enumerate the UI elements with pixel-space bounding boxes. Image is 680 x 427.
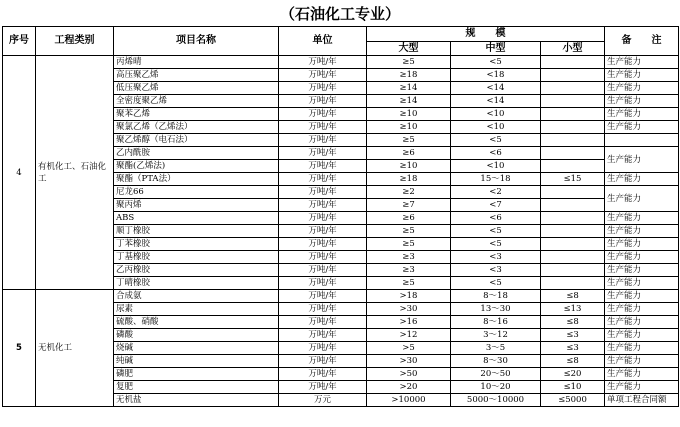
medium-cell: <5 <box>451 56 541 69</box>
item-name: 乙内酰胺 <box>114 147 279 160</box>
large-cell: ≥5 <box>367 134 451 147</box>
header-seq: 序号 <box>3 27 36 56</box>
header-category: 工程类别 <box>36 27 114 56</box>
item-name: 聚酯(乙烯法) <box>114 160 279 173</box>
small-cell <box>541 186 605 199</box>
small-cell <box>541 225 605 238</box>
large-cell: >50 <box>367 368 451 381</box>
medium-cell: 8～30 <box>451 355 541 368</box>
item-name: 尼龙66 <box>114 186 279 199</box>
unit-cell: 万吨/年 <box>279 316 367 329</box>
large-cell: ≥5 <box>367 238 451 251</box>
large-cell: ≥6 <box>367 212 451 225</box>
item-name: 顺丁橡胶 <box>114 225 279 238</box>
table-row <box>3 56 679 69</box>
remark-cell: 生产能力 <box>605 264 679 277</box>
remark-cell: 生产能力 <box>605 173 679 186</box>
table-body <box>3 56 679 407</box>
medium-cell: 13～30 <box>451 303 541 316</box>
remark-cell: 生产能力 <box>605 303 679 316</box>
header-large: 大型 <box>367 42 451 56</box>
small-cell <box>541 69 605 82</box>
large-cell: >20 <box>367 381 451 394</box>
large-cell: >5 <box>367 342 451 355</box>
medium-cell: <7 <box>451 199 541 212</box>
remark-cell: 生产能力 <box>605 342 679 355</box>
remark-cell: 生产能力 <box>605 316 679 329</box>
small-cell <box>541 277 605 290</box>
medium-cell: <10 <box>451 121 541 134</box>
item-name: 聚苯乙烯 <box>114 108 279 121</box>
unit-cell: 万吨/年 <box>279 160 367 173</box>
group-category: 有机化工、石油化工 <box>36 56 114 290</box>
medium-cell: <14 <box>451 95 541 108</box>
item-name: 烧碱 <box>114 342 279 355</box>
group-seq: 5 <box>3 290 36 407</box>
page-title: （石油化工专业） <box>279 5 400 23</box>
small-cell <box>541 121 605 134</box>
medium-cell: <18 <box>451 69 541 82</box>
medium-cell: <5 <box>451 134 541 147</box>
remark-cell: 生产能力 <box>605 238 679 251</box>
large-cell: >18 <box>367 290 451 303</box>
small-cell: ≤13 <box>541 303 605 316</box>
small-cell <box>541 212 605 225</box>
header-scale: 规 模 <box>367 27 605 42</box>
remark-cell: 生产能力 <box>605 381 679 394</box>
medium-cell: 5000～10000 <box>451 394 541 407</box>
remark-cell: 生产能力 <box>605 355 679 368</box>
item-name: 低压聚乙烯 <box>114 82 279 95</box>
scale-table <box>2 26 679 407</box>
small-cell <box>541 264 605 277</box>
small-cell <box>541 108 605 121</box>
item-name: 硫酸、硝酸 <box>114 316 279 329</box>
medium-cell: 10～20 <box>451 381 541 394</box>
large-cell: ≥18 <box>367 69 451 82</box>
item-name: 无机盐 <box>114 394 279 407</box>
remark-cell: 生产能力 <box>605 290 679 303</box>
small-cell: ≤8 <box>541 316 605 329</box>
group-seq: 4 <box>3 56 36 290</box>
remark-cell: 生产能力 <box>605 186 679 212</box>
unit-cell: 万吨/年 <box>279 173 367 186</box>
unit-cell: 万元 <box>279 394 367 407</box>
item-name: 聚乙烯醇（电石法） <box>114 134 279 147</box>
medium-cell: 20～50 <box>451 368 541 381</box>
medium-cell: <5 <box>451 277 541 290</box>
small-cell <box>541 238 605 251</box>
unit-cell: 万吨/年 <box>279 121 367 134</box>
item-name: 乙丙橡胶 <box>114 264 279 277</box>
medium-cell: <14 <box>451 82 541 95</box>
remark-cell: 生产能力 <box>605 95 679 108</box>
unit-cell: 万吨/年 <box>279 225 367 238</box>
remark-cell <box>605 134 679 147</box>
unit-cell: 万吨/年 <box>279 134 367 147</box>
large-cell: ≥10 <box>367 121 451 134</box>
header-medium: 中型 <box>451 42 541 56</box>
small-cell <box>541 134 605 147</box>
unit-cell: 万吨/年 <box>279 147 367 160</box>
large-cell: ≥5 <box>367 56 451 69</box>
small-cell <box>541 56 605 69</box>
small-cell: ≤8 <box>541 290 605 303</box>
medium-cell: <5 <box>451 225 541 238</box>
item-name: 复肥 <box>114 381 279 394</box>
unit-cell: 万吨/年 <box>279 212 367 225</box>
small-cell: ≤20 <box>541 368 605 381</box>
unit-cell: 万吨/年 <box>279 342 367 355</box>
medium-cell: <6 <box>451 147 541 160</box>
medium-cell: 3～5 <box>451 342 541 355</box>
item-name: 尿素 <box>114 303 279 316</box>
table-row <box>3 290 679 303</box>
large-cell: ≥5 <box>367 225 451 238</box>
unit-cell: 万吨/年 <box>279 108 367 121</box>
unit-cell: 万吨/年 <box>279 381 367 394</box>
large-cell: ≥10 <box>367 108 451 121</box>
item-name: 全密度聚乙烯 <box>114 95 279 108</box>
large-cell: ≥10 <box>367 160 451 173</box>
unit-cell: 万吨/年 <box>279 290 367 303</box>
large-cell: >30 <box>367 355 451 368</box>
remark-cell: 生产能力 <box>605 108 679 121</box>
header-remark: 备 注 <box>605 27 679 56</box>
small-cell: ≤15 <box>541 173 605 186</box>
item-name: 磷酸 <box>114 329 279 342</box>
large-cell: ≥6 <box>367 147 451 160</box>
item-name: 丁基橡胶 <box>114 251 279 264</box>
medium-cell: <10 <box>451 160 541 173</box>
header-unit: 单位 <box>279 27 367 56</box>
unit-cell: 万吨/年 <box>279 82 367 95</box>
unit-cell: 万吨/年 <box>279 56 367 69</box>
unit-cell: 万吨/年 <box>279 355 367 368</box>
large-cell: ≥18 <box>367 173 451 186</box>
medium-cell: <3 <box>451 251 541 264</box>
remark-cell: 生产能力 <box>605 147 679 173</box>
item-name: 聚酯（PTA法） <box>114 173 279 186</box>
unit-cell: 万吨/年 <box>279 264 367 277</box>
small-cell <box>541 199 605 212</box>
small-cell: ≤10 <box>541 381 605 394</box>
remark-cell: 单项工程合同额 <box>605 394 679 407</box>
remark-cell: 生产能力 <box>605 212 679 225</box>
unit-cell: 万吨/年 <box>279 277 367 290</box>
large-cell: >30 <box>367 303 451 316</box>
small-cell <box>541 147 605 160</box>
medium-cell: 3～12 <box>451 329 541 342</box>
large-cell: ≥14 <box>367 82 451 95</box>
large-cell: ≥3 <box>367 264 451 277</box>
remark-cell: 生产能力 <box>605 225 679 238</box>
group-category: 无机化工 <box>36 290 114 407</box>
medium-cell: <10 <box>451 108 541 121</box>
small-cell <box>541 82 605 95</box>
remark-cell: 生产能力 <box>605 121 679 134</box>
large-cell: >10000 <box>367 394 451 407</box>
item-name: 合成氨 <box>114 290 279 303</box>
item-name: 丁晴橡胶 <box>114 277 279 290</box>
item-name: 纯碱 <box>114 355 279 368</box>
small-cell <box>541 160 605 173</box>
small-cell: ≤3 <box>541 342 605 355</box>
large-cell: ≥2 <box>367 186 451 199</box>
unit-cell: 万吨/年 <box>279 199 367 212</box>
remark-cell: 生产能力 <box>605 329 679 342</box>
small-cell: ≤3 <box>541 329 605 342</box>
unit-cell: 万吨/年 <box>279 368 367 381</box>
unit-cell: 万吨/年 <box>279 69 367 82</box>
small-cell: ≤8 <box>541 355 605 368</box>
unit-cell: 万吨/年 <box>279 95 367 108</box>
item-name: ABS <box>114 212 279 225</box>
large-cell: ≥3 <box>367 251 451 264</box>
medium-cell: 8～18 <box>451 290 541 303</box>
medium-cell: 8～16 <box>451 316 541 329</box>
medium-cell: <2 <box>451 186 541 199</box>
medium-cell: <3 <box>451 264 541 277</box>
medium-cell: <6 <box>451 212 541 225</box>
small-cell <box>541 251 605 264</box>
large-cell: ≥14 <box>367 95 451 108</box>
item-name: 聚丙烯 <box>114 199 279 212</box>
item-name: 聚氯乙烯（乙烯法） <box>114 121 279 134</box>
remark-cell: 生产能力 <box>605 277 679 290</box>
large-cell: ≥7 <box>367 199 451 212</box>
header-item: 项目名称 <box>114 27 279 56</box>
large-cell: >16 <box>367 316 451 329</box>
remark-cell: 生产能力 <box>605 69 679 82</box>
medium-cell: 15～18 <box>451 173 541 186</box>
item-name: 丙烯晴 <box>114 56 279 69</box>
large-cell: ≥5 <box>367 277 451 290</box>
remark-cell: 生产能力 <box>605 368 679 381</box>
small-cell: ≤5000 <box>541 394 605 407</box>
remark-cell: 生产能力 <box>605 56 679 69</box>
unit-cell: 万吨/年 <box>279 329 367 342</box>
unit-cell: 万吨/年 <box>279 186 367 199</box>
large-cell: >12 <box>367 329 451 342</box>
medium-cell: <5 <box>451 238 541 251</box>
item-name: 磷肥 <box>114 368 279 381</box>
remark-cell: 生产能力 <box>605 251 679 264</box>
header-small: 小型 <box>541 42 605 56</box>
small-cell <box>541 95 605 108</box>
unit-cell: 万吨/年 <box>279 251 367 264</box>
unit-cell: 万吨/年 <box>279 238 367 251</box>
item-name: 高压聚乙烯 <box>114 69 279 82</box>
remark-cell: 生产能力 <box>605 82 679 95</box>
unit-cell: 万吨/年 <box>279 303 367 316</box>
item-name: 丁苯橡胶 <box>114 238 279 251</box>
